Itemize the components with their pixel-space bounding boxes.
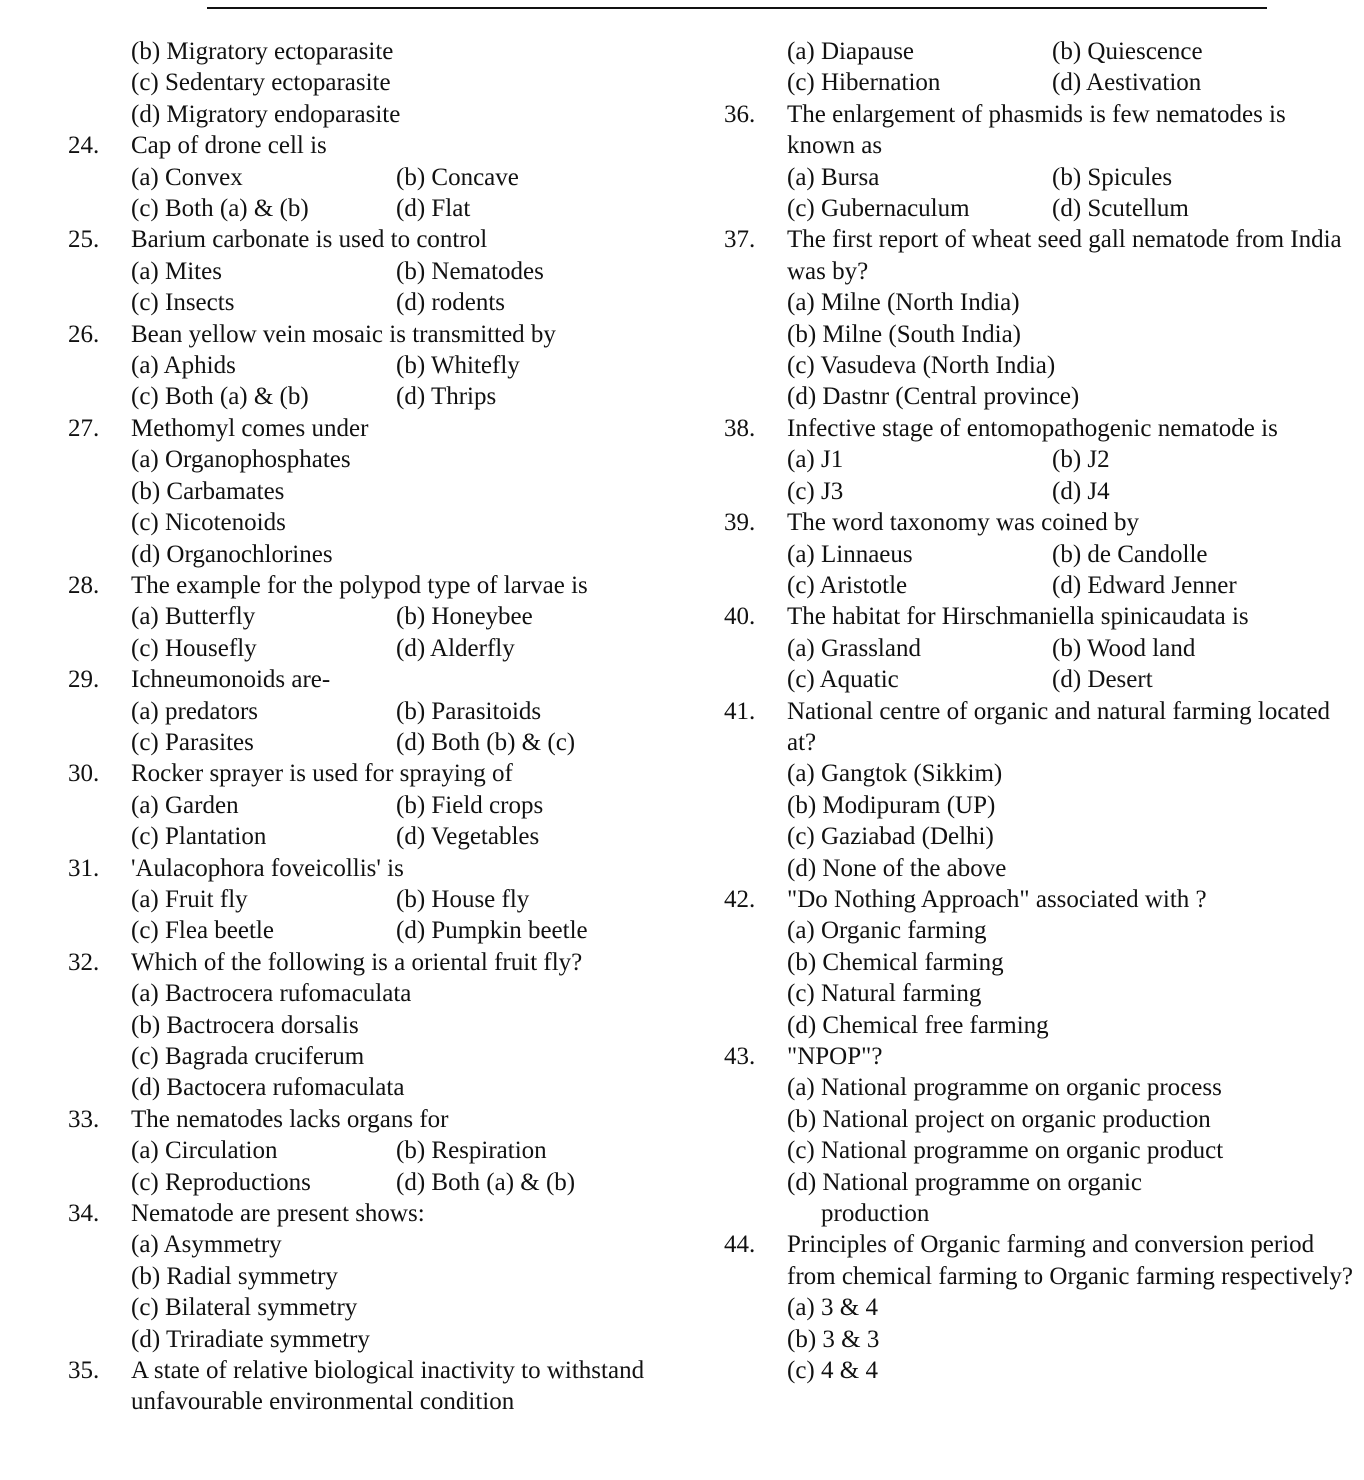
question-block	[724, 224, 1354, 412]
option: (d) Edward Jenner	[1052, 571, 1237, 599]
question-number: 37.	[724, 226, 756, 254]
question-block	[724, 696, 1354, 884]
question-text: Nematode are present shows:	[131, 1200, 425, 1228]
options-list	[131, 444, 668, 570]
option: (c) Both (a) & (b)	[131, 383, 309, 411]
option-row	[131, 381, 668, 412]
option-row	[131, 884, 668, 915]
question-block	[724, 413, 1354, 507]
option: (a) Linnaeus	[787, 540, 913, 568]
question-block	[724, 884, 1354, 1041]
options-list	[787, 758, 1354, 884]
option: (b) 3 & 3	[787, 1325, 880, 1353]
option: (d) Triradiate symmetry	[131, 1325, 370, 1353]
option: (b) J2	[1052, 446, 1110, 474]
option: (b) Nematodes	[396, 257, 544, 285]
option: (a) Bactrocera rufomaculata	[131, 980, 412, 1008]
option: (d) Desert	[1052, 666, 1153, 694]
question-number: 36.	[724, 100, 756, 128]
option: (c) J3	[787, 477, 844, 505]
question-text: Which of the following is a oriental fruit fly?	[131, 948, 583, 976]
option-row	[787, 36, 1354, 67]
option: (a) Mites	[131, 257, 222, 285]
option: (b) Respiration	[396, 1137, 547, 1165]
option: (a) Butterfly	[131, 603, 256, 631]
options-list	[787, 36, 1354, 99]
option: (a) predators	[131, 697, 259, 725]
option: (a) Convex	[131, 163, 243, 191]
question-number: 41.	[724, 697, 756, 725]
option: (a) Grassland	[787, 634, 921, 662]
option: (d) rodents	[396, 289, 505, 317]
option: (b) Field crops	[396, 791, 544, 819]
option-row	[787, 664, 1354, 695]
option: (a) National programme on organic process	[787, 1074, 1222, 1102]
question-block	[724, 507, 1354, 601]
question-text: The example for the polypod type of larvae is	[131, 571, 588, 599]
question-text: Ichneumonoids are-	[131, 666, 331, 694]
question-text: 'Aulacophora foveicollis' is	[131, 854, 404, 882]
option: (b) Modipuram (UP)	[787, 791, 996, 819]
option: (a) Asymmetry	[131, 1231, 282, 1259]
question-text: Bean yellow vein mosaic is transmitted by	[131, 320, 556, 348]
options-list	[787, 287, 1354, 413]
option: (d) Vegetables	[396, 823, 540, 851]
question-number: 25.	[68, 226, 100, 254]
question-text: Principles of Organic farming and conversion period from chemical farming to Organic farming respectively?	[787, 1231, 1353, 1290]
question-text: Barium carbonate is used to control	[131, 226, 488, 254]
option: (b) Quiescence	[1052, 38, 1203, 65]
option: (d) Pumpkin beetle	[396, 917, 588, 945]
option: (c) Reproductions	[131, 1168, 311, 1196]
option: (c) Aquatic	[787, 666, 899, 694]
question-number: 35.	[68, 1357, 100, 1385]
option: (d) Chemical free farming	[787, 1011, 1049, 1039]
option: (d) Aestivation	[1052, 69, 1202, 97]
question-number: 27.	[68, 414, 100, 442]
option: (d) Migratory endoparasite	[131, 100, 401, 128]
option: (b) Wood land	[1052, 634, 1196, 662]
options-list	[787, 915, 1354, 1041]
question-number: 32.	[68, 948, 100, 976]
option: (d) Organochlorines	[131, 540, 333, 568]
question-number: 29.	[68, 666, 100, 694]
question-block	[68, 413, 668, 570]
option: (b) Radial symmetry	[131, 1262, 338, 1290]
option-row	[131, 162, 668, 193]
question-number: 26.	[68, 320, 100, 348]
option-continuation: production	[821, 1200, 930, 1228]
option-row	[131, 1135, 668, 1166]
question-block	[724, 1229, 1354, 1386]
option-row	[787, 570, 1354, 601]
options-list	[131, 978, 668, 1104]
question-block	[68, 1198, 668, 1355]
question-text: The nematodes lacks organs for	[131, 1105, 449, 1133]
option-row	[787, 67, 1354, 98]
options-list	[787, 1072, 1354, 1229]
option-row	[787, 193, 1354, 224]
question-number: 24.	[68, 132, 100, 160]
options-list	[787, 162, 1354, 225]
option: (b) Honeybee	[396, 603, 533, 631]
question-block	[724, 36, 1354, 99]
option: (a) Circulation	[131, 1137, 278, 1165]
question-number: 34.	[68, 1200, 100, 1228]
question-number: 39.	[724, 509, 756, 537]
options-list	[787, 633, 1354, 696]
question-number: 42.	[724, 885, 756, 913]
option: (d) Scutellum	[1052, 195, 1189, 223]
question-text: The habitat for Hirschmaniella spinicaudata is	[787, 603, 1249, 631]
right-column	[724, 36, 1354, 1386]
option-row	[131, 727, 668, 758]
question-block	[68, 947, 668, 1104]
question-text: Infective stage of entomopathogenic nematode is	[787, 414, 1278, 442]
option-row	[787, 162, 1354, 193]
option-row	[131, 1167, 668, 1198]
option: (c) 4 & 4	[787, 1357, 878, 1385]
option: (a) Milne (North India)	[787, 289, 1020, 317]
option: (a) Diapause	[787, 38, 915, 65]
option: (a) Garden	[131, 791, 239, 819]
option: (b) Whitefly	[396, 352, 520, 380]
option: (c) Nicotenoids	[131, 509, 286, 537]
question-text: The word taxonomy was coined by	[787, 509, 1140, 537]
option: (a) Aphids	[131, 352, 236, 380]
option: (a) Organic farming	[787, 917, 987, 945]
options-list	[131, 256, 668, 319]
option: (c) Gaziabad (Delhi)	[787, 823, 994, 851]
question-text: The first report of wheat seed gall nematode from India was by?	[787, 226, 1342, 285]
option: (b) Concave	[396, 163, 519, 191]
question-block	[68, 853, 668, 947]
option: (b) Spicules	[1052, 163, 1173, 191]
option: (c) Bagrada cruciferum	[131, 1043, 365, 1070]
option: (c) Bilateral symmetry	[131, 1294, 358, 1322]
option: (c) Insects	[131, 289, 235, 317]
option: (c) Parasites	[131, 728, 254, 756]
option: (d) National programme on organic	[787, 1168, 1142, 1196]
option-row	[131, 790, 668, 821]
option-row	[787, 539, 1354, 570]
options-list	[131, 601, 668, 664]
option: (a) Bursa	[787, 163, 880, 191]
option: (d) None of the above	[787, 854, 1007, 882]
option: (d) Bactocera rufomaculata	[131, 1074, 405, 1102]
question-number: 38.	[724, 414, 756, 442]
options-list	[131, 1229, 668, 1355]
option-row	[131, 287, 668, 318]
option: (d) Flat	[396, 195, 471, 223]
option-row	[131, 821, 668, 852]
option-row	[131, 256, 668, 287]
question-block	[68, 664, 668, 758]
option: (b) Chemical farming	[787, 948, 1004, 976]
option: (c) National programme on organic product	[787, 1137, 1224, 1165]
question-text: Methomyl comes under	[131, 414, 369, 442]
question-block	[68, 130, 668, 224]
option: (d) J4	[1052, 477, 1110, 505]
question-block	[724, 601, 1354, 695]
option: (b) Carbamates	[131, 477, 285, 505]
options-list	[787, 539, 1354, 602]
option-row	[131, 350, 668, 381]
option: (a) Fruit fly	[131, 885, 248, 913]
question-number: 43.	[724, 1043, 756, 1070]
options-list	[131, 696, 668, 759]
question-number: 33.	[68, 1105, 100, 1133]
question-block	[68, 758, 668, 852]
options-list	[787, 1292, 1354, 1386]
option: (a) J1	[787, 446, 844, 474]
option: (d) Both (b) & (c)	[396, 728, 576, 756]
question-text: A state of relative biological inactivity to withstand unfavourable environmental condition	[131, 1357, 645, 1416]
option: (b) House fly	[396, 885, 530, 913]
option: (c) Plantation	[131, 823, 267, 851]
options-list	[787, 444, 1354, 507]
options-list	[131, 790, 668, 853]
question-text: "Do Nothing Approach" associated with ?	[787, 885, 1207, 913]
question-block	[724, 1041, 1354, 1229]
question-number: 28.	[68, 571, 100, 599]
option: (c) Housefly	[131, 634, 257, 662]
option-row	[131, 601, 668, 632]
option-row	[787, 476, 1354, 507]
option: (a) 3 & 4	[787, 1294, 878, 1322]
question-block	[68, 36, 668, 130]
header-rule	[207, 7, 1267, 9]
option: (b) de Candolle	[1052, 540, 1208, 568]
option: (b) Milne (South India)	[787, 320, 1021, 348]
question-block	[68, 224, 668, 318]
option: (c) Flea beetle	[131, 917, 274, 945]
option: (b) Migratory ectoparasite	[131, 38, 394, 65]
option: (a) Organophosphates	[131, 446, 351, 474]
option: (c) Gubernaculum	[787, 195, 970, 223]
question-text: The enlargement of phasmids is few nematodes is known as	[787, 100, 1286, 160]
option: (d) Dastnr (Central province)	[787, 383, 1080, 411]
question-block	[68, 319, 668, 413]
question-text: National centre of organic and natural farming located at?	[787, 697, 1331, 756]
options-list	[131, 162, 668, 225]
option-row	[131, 696, 668, 727]
option: (c) Sedentary ectoparasite	[131, 69, 391, 97]
options-list	[131, 350, 668, 413]
question-text: "NPOP"?	[787, 1043, 883, 1070]
option: (c) Vasudeva (North India)	[787, 352, 1056, 380]
question-block	[724, 99, 1354, 225]
option: (d) Alderfly	[396, 634, 515, 662]
option: (c) Natural farming	[787, 980, 982, 1008]
question-text: Rocker sprayer is used for spraying of	[131, 760, 513, 788]
option: (c) Aristotle	[787, 571, 908, 599]
option: (b) National project on organic production	[787, 1105, 1211, 1133]
question-block	[68, 570, 668, 664]
question-number: 31.	[68, 854, 100, 882]
option: (c) Hibernation	[787, 69, 941, 97]
question-number: 40.	[724, 603, 756, 631]
option-row	[787, 633, 1354, 664]
option-row	[787, 444, 1354, 475]
question-number: 44.	[724, 1231, 756, 1259]
option-row	[131, 193, 668, 224]
option: (b) Parasitoids	[396, 697, 542, 725]
options-list	[131, 36, 668, 130]
left-column	[68, 36, 668, 1418]
options-list	[131, 884, 668, 947]
question-number: 30.	[68, 760, 100, 788]
option-row	[131, 915, 668, 946]
options-list	[131, 1135, 668, 1198]
option: (c) Both (a) & (b)	[131, 195, 309, 223]
option: (d) Thrips	[396, 383, 497, 411]
option: (d) Both (a) & (b)	[396, 1168, 576, 1196]
option-row	[131, 633, 668, 664]
question-block	[68, 1355, 668, 1418]
option: (a) Gangtok (Sikkim)	[787, 760, 1003, 788]
question-text: Cap of drone cell is	[131, 132, 327, 160]
option: (b) Bactrocera dorsalis	[131, 1011, 359, 1039]
question-block	[68, 1104, 668, 1198]
